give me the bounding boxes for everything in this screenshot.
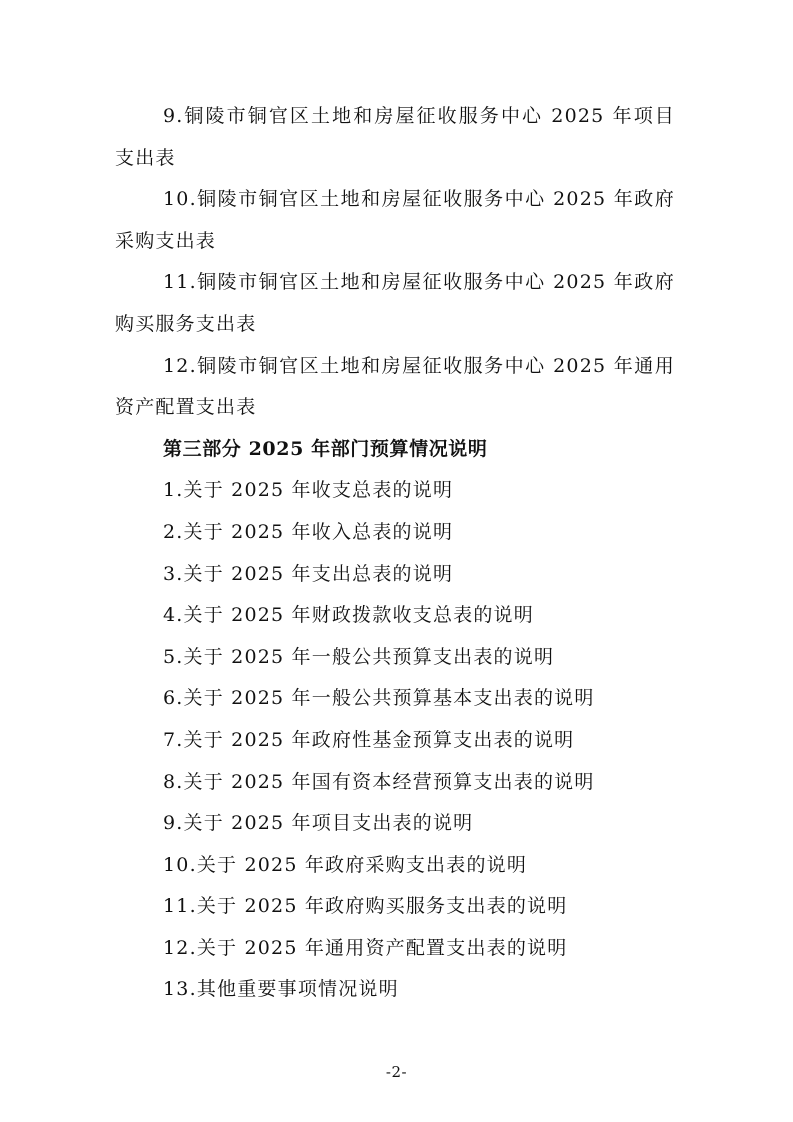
toc-entry-explanation-10: 10.关于 2025 年政府采购支出表的说明	[163, 853, 528, 876]
toc-entry-explanation-3: 3.关于 2025 年支出总表的说明	[163, 562, 454, 585]
toc-entry-table-9: 9.铜陵市铜官区土地和房屋征收服务中心 2025 年项目支出表	[115, 105, 675, 169]
toc-entry-table-10: 10.铜陵市铜官区土地和房屋征收服务中心 2025 年政府采购支出表	[115, 188, 675, 252]
part3-heading: 第三部分 2025 年部门预算情况说明	[163, 437, 488, 460]
toc-entry-table-12: 12.铜陵市铜官区土地和房屋征收服务中心 2025 年通用资产配置支出表	[115, 354, 675, 419]
toc-entry-explanation-2: 2.关于 2025 年收入总表的说明	[163, 520, 454, 543]
toc-entry-explanation-8: 8.关于 2025 年国有资本经营预算支出表的说明	[163, 770, 595, 793]
table-of-contents	[115, 96, 675, 1011]
toc-entry-explanation-6: 6.关于 2025 年一般公共预算基本支出表的说明	[163, 687, 595, 710]
toc-entry-explanation-12: 12.关于 2025 年通用资产配置支出表的说明	[163, 936, 568, 959]
page-number: -2-	[385, 1063, 408, 1081]
toc-entry-explanation-1: 1.关于 2025 年收支总表的说明	[163, 479, 454, 502]
toc-entry-explanation-13: 13.其他重要事项情况说明	[163, 978, 399, 1001]
toc-entry-explanation-9: 9.关于 2025 年项目支出表的说明	[163, 812, 474, 835]
toc-entry-explanation-4: 4.关于 2025 年财政拨款收支总表的说明	[163, 604, 534, 627]
toc-entry-explanation-5: 5.关于 2025 年一般公共预算支出表的说明	[163, 645, 555, 668]
toc-entry-explanation-11: 11.关于 2025 年政府购买服务支出表的说明	[163, 895, 568, 918]
toc-entry-explanation-7: 7.关于 2025 年政府性基金预算支出表的说明	[163, 728, 575, 751]
toc-entry-table-11: 11.铜陵市铜官区土地和房屋征收服务中心 2025 年政府购买服务支出表	[115, 271, 675, 335]
